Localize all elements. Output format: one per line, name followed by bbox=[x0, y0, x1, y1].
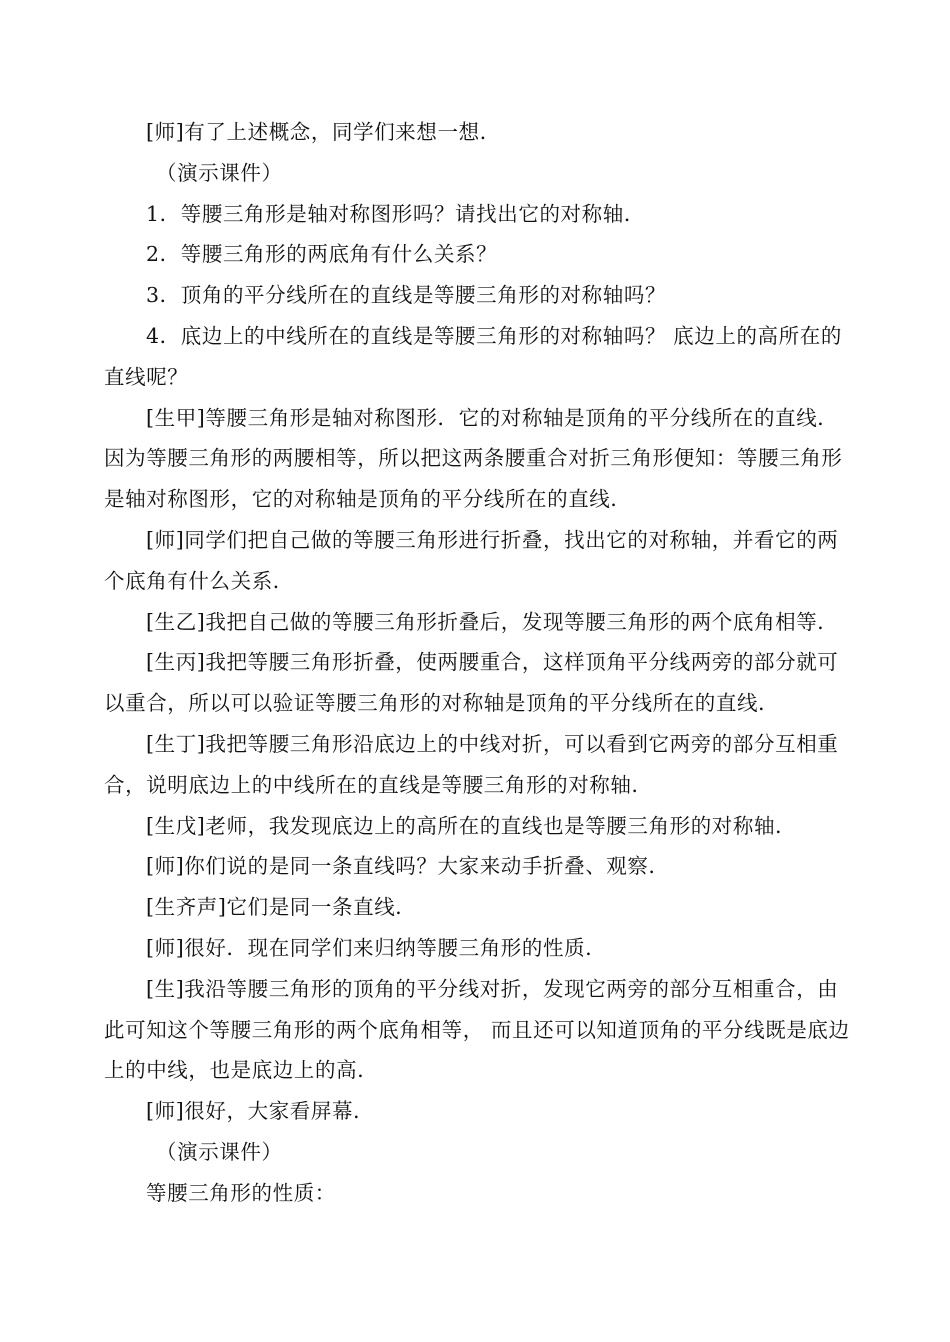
paragraph-student-conclusion: [生]我沿等腰三角形的顶角的平分线对折，发现它两旁的部分互相重合，由此可知这个等腰三角形的两个底角相等， 而且还可以知道顶角的平分线既是底边上的中线，也是底边上的高． bbox=[104, 976, 850, 1083]
paragraph-question-4: 4．底边上的中线所在的直线是等腰三角形的对称轴吗？ 底边上的高所在的直线呢？ bbox=[104, 323, 842, 389]
paragraph-demo-note-2: （演示课件） bbox=[156, 1139, 283, 1164]
paragraph-student-d: [生丁]我把等腰三角形沿底边上的中线对折，可以看到它两旁的部分互相重合，说明底边上的中线所在的直线是等腰三角形的对称轴． bbox=[104, 731, 839, 797]
paragraph-question-2: 2．等腰三角形的两底角有什么关系？ bbox=[146, 242, 498, 267]
paragraph-question-3: 3．顶角的平分线所在的直线是等腰三角形的对称轴吗？ bbox=[146, 283, 667, 308]
paragraph-teacher-same-line: [师]你们说的是同一条直线吗？大家来动手折叠、观察． bbox=[146, 854, 670, 879]
paragraph-teacher-screen: [师]很好，大家看屏幕． bbox=[146, 1099, 375, 1124]
paragraph-student-b: [生乙]我把自己做的等腰三角形折叠后，发现等腰三角形的两个底角相等． bbox=[146, 609, 839, 634]
lesson-transcript bbox=[104, 112, 852, 1214]
paragraph-properties-heading: 等腰三角形的性质： bbox=[146, 1180, 336, 1205]
paragraph-demo-note: （演示课件） bbox=[156, 160, 283, 185]
paragraph-teacher-intro: [师]有了上述概念，同学们来想一想． bbox=[146, 120, 501, 144]
paragraph-teacher-fold: [师]同学们把自己做的等腰三角形进行折叠，找出它的对称轴，并看它的两个底角有什么关系． bbox=[104, 527, 839, 593]
paragraph-student-c: [生丙]我把等腰三角形折叠，使两腰重合，这样顶角平分线两旁的部分就可以重合，所以可以验证等腰三角形的对称轴是顶角的平分线所在的直线． bbox=[104, 650, 839, 716]
paragraph-students-chorus: [生齐声]它们是同一条直线． bbox=[146, 895, 417, 920]
paragraph-student-a: [生甲]等腰三角形是轴对称图形．它的对称轴是顶角的平分线所在的直线．因为等腰三角形的两腰相等，所以把这两条腰重合对折三角形便知：等腰三角形是轴对称图形，它的对称轴是顶角的平分线所在的直线． bbox=[104, 405, 843, 512]
paragraph-teacher-summarize: [师]很好．现在同学们来归纳等腰三角形的性质． bbox=[146, 935, 607, 960]
paragraph-question-1: 1．等腰三角形是轴对称图形吗？请找出它的对称轴． bbox=[146, 201, 645, 226]
paragraph-student-e: [生戊]老师，我发现底边上的高所在的直线也是等腰三角形的对称轴． bbox=[146, 813, 797, 838]
